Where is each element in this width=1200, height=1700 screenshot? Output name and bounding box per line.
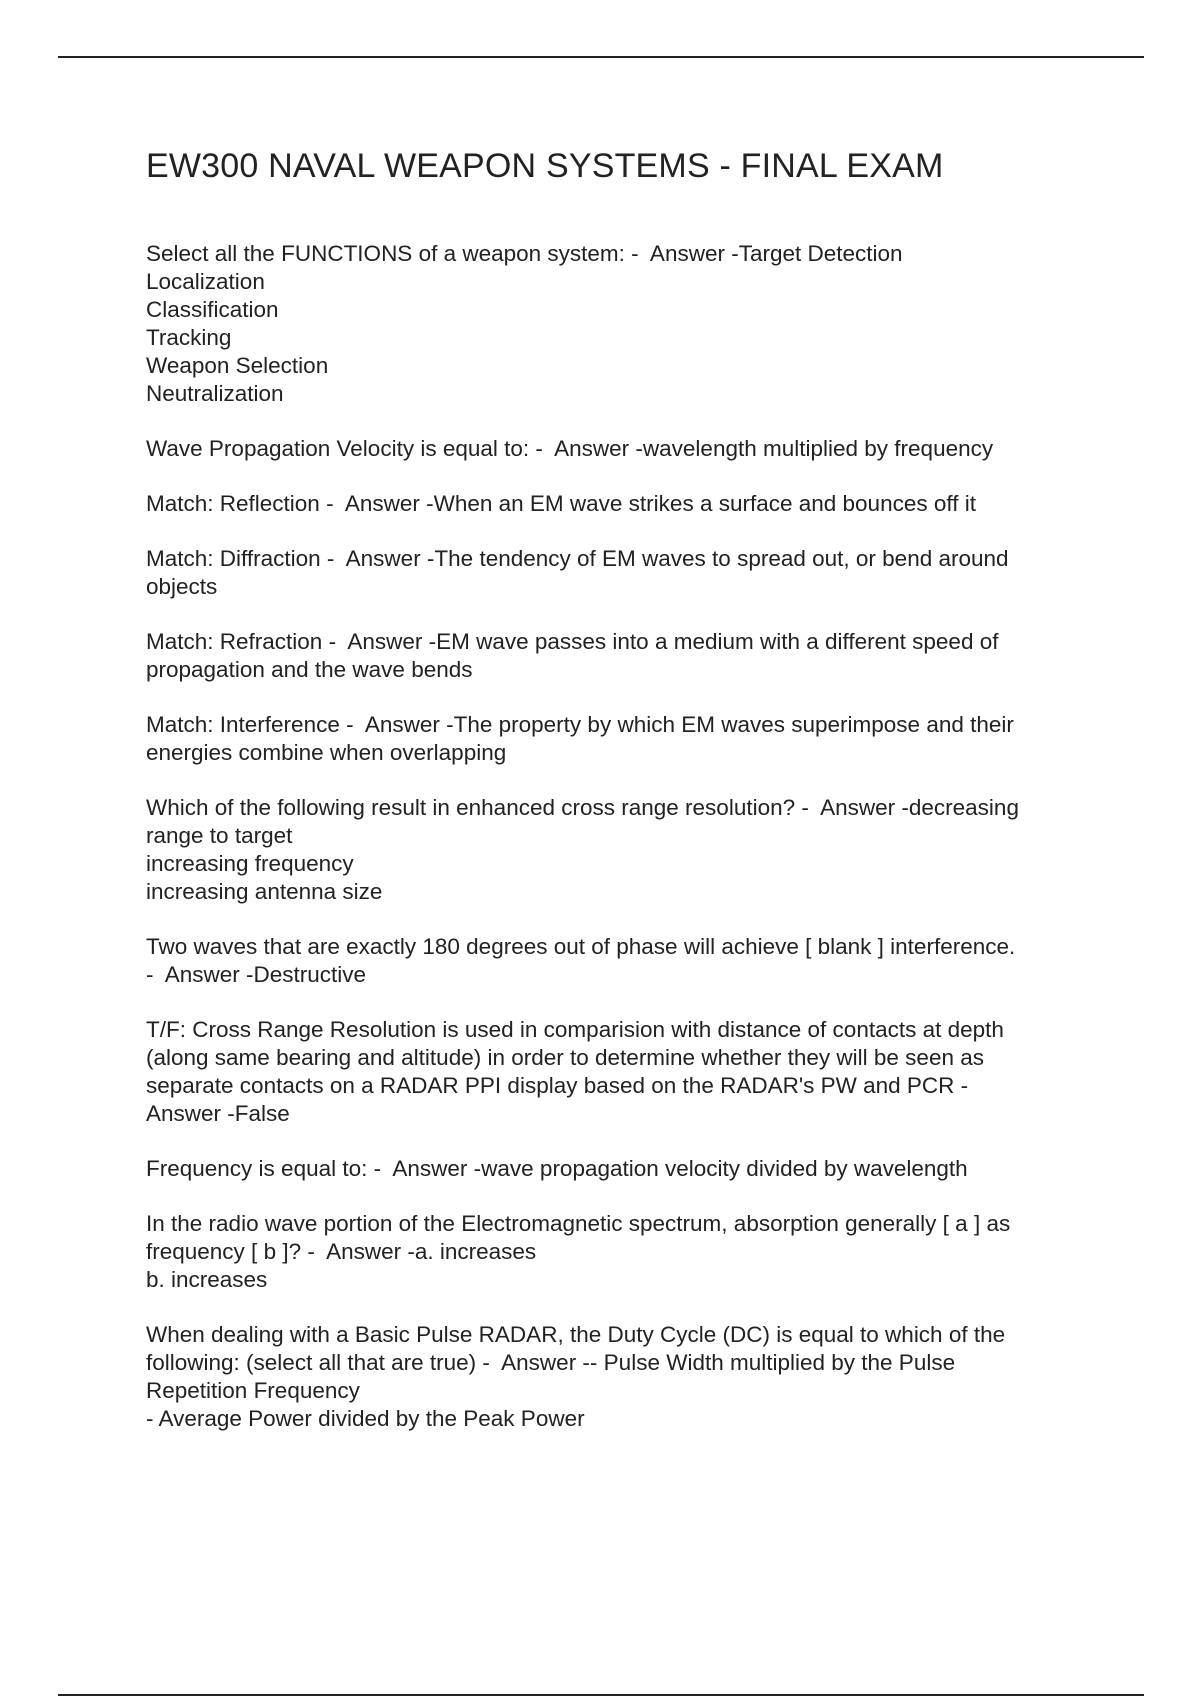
question-answer-line: frequency [ b ]? - Answer -a. increases <box>146 1239 537 1264</box>
question-answer-line: range to target <box>146 823 293 848</box>
question-answer-line: (along same bearing and altitude) in order to determine whether they will be seen as <box>146 1045 984 1070</box>
question-answer-line: separate contacts on a RADAR PPI display based on the RADAR's PW and PCR - <box>146 1073 969 1098</box>
question-answer-item <box>146 1155 1101 1183</box>
question-answer-line: propagation and the wave bends <box>146 657 473 682</box>
question-answer-line: When dealing with a Basic Pulse RADAR, the Duty Cycle (DC) is equal to which of the <box>146 1322 1006 1347</box>
question-answer-item <box>146 711 1101 767</box>
question-answer-line: Select all the FUNCTIONS of a weapon system: - Answer -Target Detection <box>146 241 903 266</box>
question-answer-item <box>146 1210 1101 1294</box>
question-answer-item <box>146 435 1101 463</box>
question-answer-line: Localization <box>146 269 265 294</box>
question-answer-item <box>146 933 1101 989</box>
question-answer-line: Two waves that are exactly 180 degrees out of phase will achieve [ blank ] interference. <box>146 934 1016 959</box>
question-answer-item <box>146 794 1101 906</box>
question-answer-line: Repetition Frequency <box>146 1378 360 1403</box>
question-answer-item <box>146 1321 1101 1433</box>
question-answer-item <box>146 1016 1101 1128</box>
question-answer-line: Neutralization <box>146 381 284 406</box>
question-answer-line: Tracking <box>146 325 232 350</box>
question-answer-line: objects <box>146 574 218 599</box>
question-answer-item <box>146 490 1101 518</box>
question-answer-item <box>146 628 1101 684</box>
question-answer-line: Weapon Selection <box>146 353 329 378</box>
question-answer-line: - Answer -Destructive <box>146 962 367 987</box>
question-answer-line: Which of the following result in enhanced cross range resolution? - Answer -decreasing <box>146 795 1019 820</box>
bottom-divider <box>58 1694 1144 1696</box>
question-answer-line: Match: Diffraction - Answer -The tendency of EM waves to spread out, or bend around <box>146 546 1009 571</box>
question-answer-line: following: (select all that are true) - Answer -- Pulse Width multiplied by the Pulse <box>146 1350 956 1375</box>
question-answer-line: b. increases <box>146 1267 268 1292</box>
document-body <box>146 146 1101 1460</box>
question-answer-line: Wave Propagation Velocity is equal to: - Answer -wavelength multiplied by frequency <box>146 436 994 461</box>
question-answer-line: Answer -False <box>146 1101 290 1126</box>
question-answer-line: Match: Interference - Answer -The property by which EM waves superimpose and their <box>146 712 1014 737</box>
question-answer-line: - Average Power divided by the Peak Power <box>146 1406 585 1431</box>
question-answer-line: Classification <box>146 297 279 322</box>
question-answer-item <box>146 545 1101 601</box>
question-answer-line: energies combine when overlapping <box>146 740 507 765</box>
question-list <box>146 240 1101 1433</box>
question-answer-line: Match: Refraction - Answer -EM wave passes into a medium with a different speed of <box>146 629 999 654</box>
question-answer-line: Frequency is equal to: - Answer -wave propagation velocity divided by wavelength <box>146 1156 968 1181</box>
question-answer-item <box>146 240 1101 408</box>
document-title: EW300 NAVAL WEAPON SYSTEMS - FINAL EXAM <box>146 147 944 185</box>
question-answer-line: increasing antenna size <box>146 879 383 904</box>
question-answer-line: increasing frequency <box>146 851 354 876</box>
question-answer-line: Match: Reflection - Answer -When an EM wave strikes a surface and bounces off it <box>146 491 976 516</box>
top-divider <box>58 56 1144 58</box>
question-answer-line: In the radio wave portion of the Electromagnetic spectrum, absorption generally [ a ] as <box>146 1211 1011 1236</box>
question-answer-line: T/F: Cross Range Resolution is used in comparision with distance of contacts at depth <box>146 1017 1004 1042</box>
